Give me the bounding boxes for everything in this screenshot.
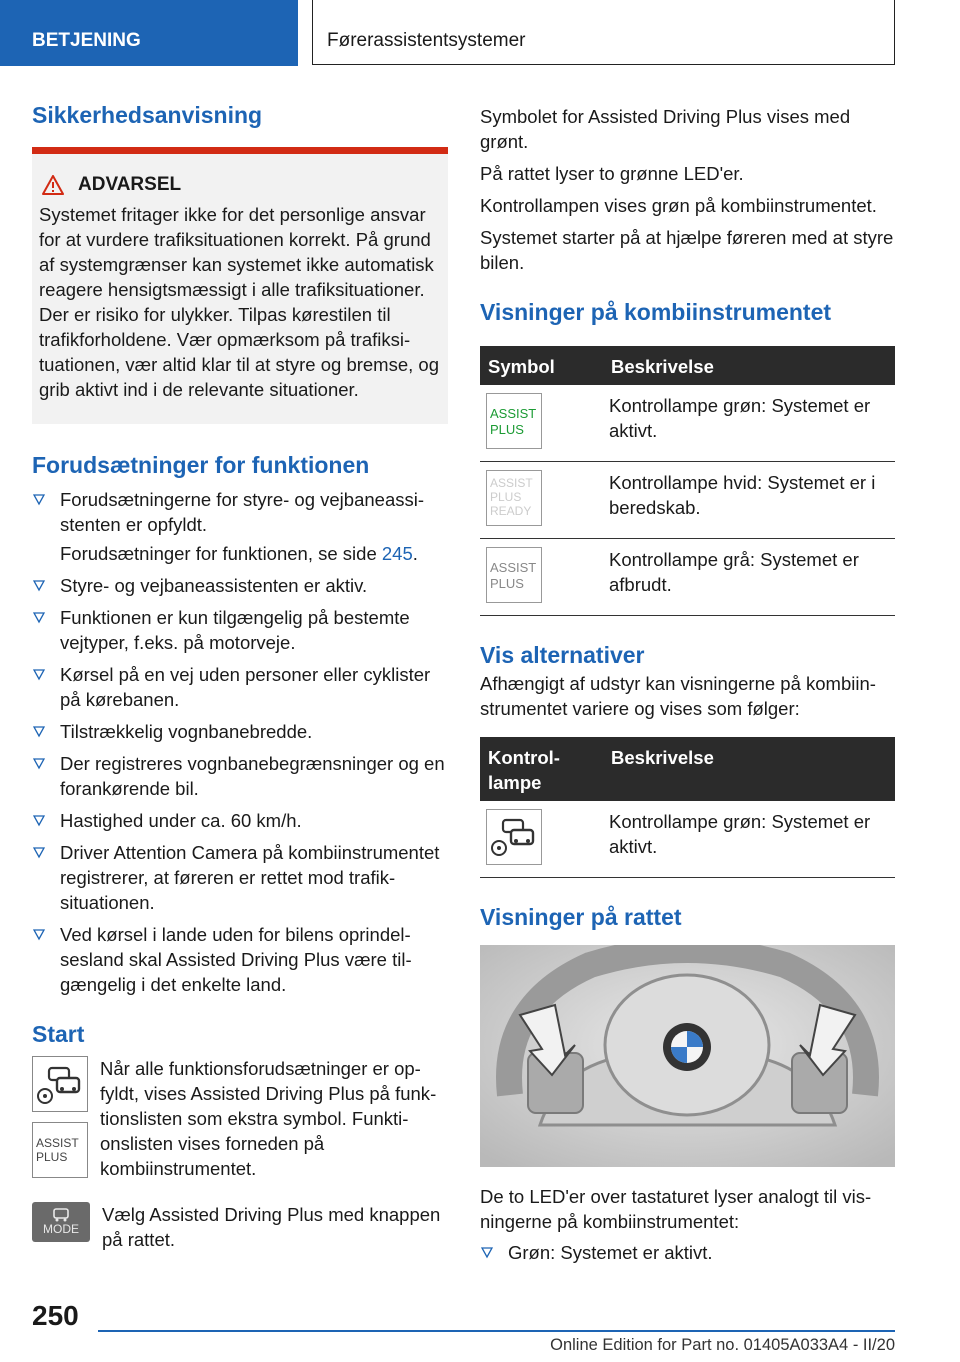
requirements-ref [60, 541, 448, 566]
triangle-bullet-icon [33, 612, 45, 624]
sym-line: ASSIST [490, 560, 537, 575]
wheel-list [480, 1240, 895, 1265]
start-heading: Start [32, 1021, 85, 1047]
section-tab: BETJENING [0, 0, 298, 66]
ref-text: Forudsætninger for funktionen, se side [60, 543, 377, 564]
start-text: Når alle funktionsforudsætninger er opfyldt, vises Assisted Driving Plus på funktionslisten som ekstra symbol. Funktionslisten vises forneden på kombiinstrumentet. [100, 1058, 437, 1179]
list-item-text: Der registreres vognbanebegrænsninger og en forankørende bil. [60, 753, 445, 799]
sym-line: ASSIST [490, 406, 537, 421]
col-description: Beskrivelse [603, 737, 895, 801]
intro-paragraph: Symbolet for Assisted Driving Plus vises med grønt. [480, 106, 851, 152]
table-row [480, 462, 895, 539]
row-description: Kontrollampe grøn: Systemet er aktivt. [603, 801, 895, 878]
table-header-row [480, 737, 895, 801]
warning-header [32, 154, 448, 196]
row-description: Kontrollampe grå: Systemet er afbrudt. [603, 539, 895, 616]
page-number: 250 [32, 1300, 79, 1331]
assist-plus-green-icon [486, 393, 542, 449]
left-column [32, 100, 448, 1252]
steering-wheel-image [480, 945, 895, 1167]
right-column [480, 100, 895, 1272]
mode-label: MODE [43, 1222, 79, 1236]
page-link[interactable]: 245 [381, 543, 413, 564]
list-item [32, 662, 448, 712]
alternatives-text: Afhængigt af udstyr kan visningerne på kombiinstrumentet variere og vises som følger: [480, 673, 876, 719]
sym-line: PLUS [490, 422, 524, 437]
list-item-text: Ved kørsel i lande uden for bilens oprindelsesland skal Assisted Driving Plus være tilgængelig i det enkelte land. [60, 924, 412, 995]
safety-heading: Sikkerhedsanvisning [32, 102, 263, 128]
cluster-heading: Visninger på kombiinstrumentet [480, 299, 832, 325]
assist-label: ASSIST [36, 1136, 79, 1150]
list-item [32, 487, 448, 566]
list-item [32, 808, 448, 833]
start-icons [32, 1056, 88, 1188]
warning-text: Systemet fritager ikke for det personlige ansvar for at vurdere trafiksituationen korrekt. På grund af systemgrænser kan systemet ikke automatisk reagere hensigtsmæssigt i alle trafiksituationer. Der er risiko for ulykker. Tilpas kørestilen til trafikforholdene. Vær opmærksom på trafiksituationen, vær altid klar til at styre og bremse, og grib aktivt ind i de relevante situationer. [39, 204, 439, 400]
start-block [32, 1056, 448, 1188]
list-item-text: Styre- og vejbaneassistenten er aktiv. [60, 575, 368, 596]
col-symbol: Symbol [480, 346, 603, 385]
intro-paragraph: På rattet lyser to grønne LED'er. [480, 163, 744, 184]
list-item-text: Funktionen er kun tilgængelig på bestemte vejtyper, f.eks. på motorveje. [60, 607, 410, 653]
list-item [480, 1240, 895, 1265]
sym-line: PLUS [490, 576, 524, 591]
table-row [480, 539, 895, 616]
triangle-bullet-icon [33, 726, 45, 738]
table-row [480, 385, 895, 462]
list-item [32, 573, 448, 598]
warning-bar [32, 147, 448, 154]
triangle-bullet-icon [33, 815, 45, 827]
table-row [480, 801, 895, 878]
page-footer [32, 1300, 895, 1362]
wheel-text: De to LED'er over tastaturet lyser analogt til visningerne på kombiinstrumentet: [480, 1186, 872, 1232]
list-item-text: Driver Attention Camera på kombiinstrumentet registrerer, at føreren er rettet mod trafiksituationen. [60, 842, 440, 913]
requirements-list [32, 487, 448, 997]
assist-cars-green-icon [486, 809, 542, 865]
footer-divider [98, 1330, 895, 1332]
row-description: Kontrollampe hvid: Systemet er i beredskab. [603, 462, 895, 539]
row-description: Kontrollampe grøn: Systemet er aktivt. [603, 385, 895, 462]
assist-cars-icon [32, 1056, 88, 1112]
triangle-bullet-icon [33, 758, 45, 770]
triangle-bullet-icon [33, 669, 45, 681]
list-item [32, 922, 448, 997]
mode-text: Vælg Assisted Driving Plus med knappen på rattet. [102, 1204, 441, 1250]
list-item [32, 840, 448, 915]
list-item-text: Forudsætningerne for styre- og vejbaneassistenten er opfyldt. [60, 489, 425, 535]
warning-title: ADVARSEL [78, 174, 182, 195]
triangle-bullet-icon [33, 580, 45, 592]
list-item [32, 605, 448, 655]
assist-plus-icon [32, 1122, 88, 1178]
assist-plus-grey-icon [486, 547, 542, 603]
triangle-bullet-icon [33, 929, 45, 941]
intro-paragraph: Systemet starter på at hjælpe føreren med at styre bilen. [480, 227, 894, 273]
mode-button-icon [32, 1202, 90, 1242]
col-description: Beskrivelse [603, 346, 895, 385]
page-header [0, 0, 960, 66]
triangle-bullet-icon [33, 494, 45, 506]
requirements-heading: Forudsætninger for funktionen [32, 452, 370, 478]
intro-paragraph: Kontrollampen vises grøn på kombiinstrumentet. [480, 195, 877, 216]
assist-plus-ready-icon [486, 470, 542, 526]
list-item [32, 751, 448, 801]
triangle-bullet-icon [481, 1247, 493, 1259]
wheel-heading: Visninger på rattet [480, 904, 682, 930]
ref-end: . [412, 543, 418, 564]
chapter-title: Førerassistentsystemer [312, 0, 895, 65]
warning-box [32, 147, 448, 424]
cluster-table [480, 346, 895, 616]
list-item-text: Hastighed under ca. 60 km/h. [60, 810, 302, 831]
triangle-bullet-icon [33, 847, 45, 859]
list-item-text: Kørsel på en vej uden personer eller cyklister på kørebanen. [60, 664, 431, 710]
warning-triangle-icon [42, 175, 64, 195]
sym-line: PLUS [490, 490, 522, 504]
sym-line: ASSIST [490, 476, 533, 490]
alternatives-heading: Vis alternativer [480, 642, 645, 668]
list-item-text: Grøn: Systemet er aktivt. [508, 1242, 713, 1263]
list-item [32, 719, 448, 744]
col-lamp: Kontrollampe [480, 737, 603, 801]
list-item-text: Tilstrækkelig vognbanebredde. [60, 721, 313, 742]
mode-block [32, 1202, 448, 1252]
sym-line: READY [490, 504, 532, 518]
table-header-row [480, 346, 895, 385]
plus-label: PLUS [36, 1150, 68, 1164]
edition-text: Online Edition for Part no. 01405A033A4 - II/20 [550, 1336, 895, 1354]
alternatives-table [480, 737, 895, 878]
